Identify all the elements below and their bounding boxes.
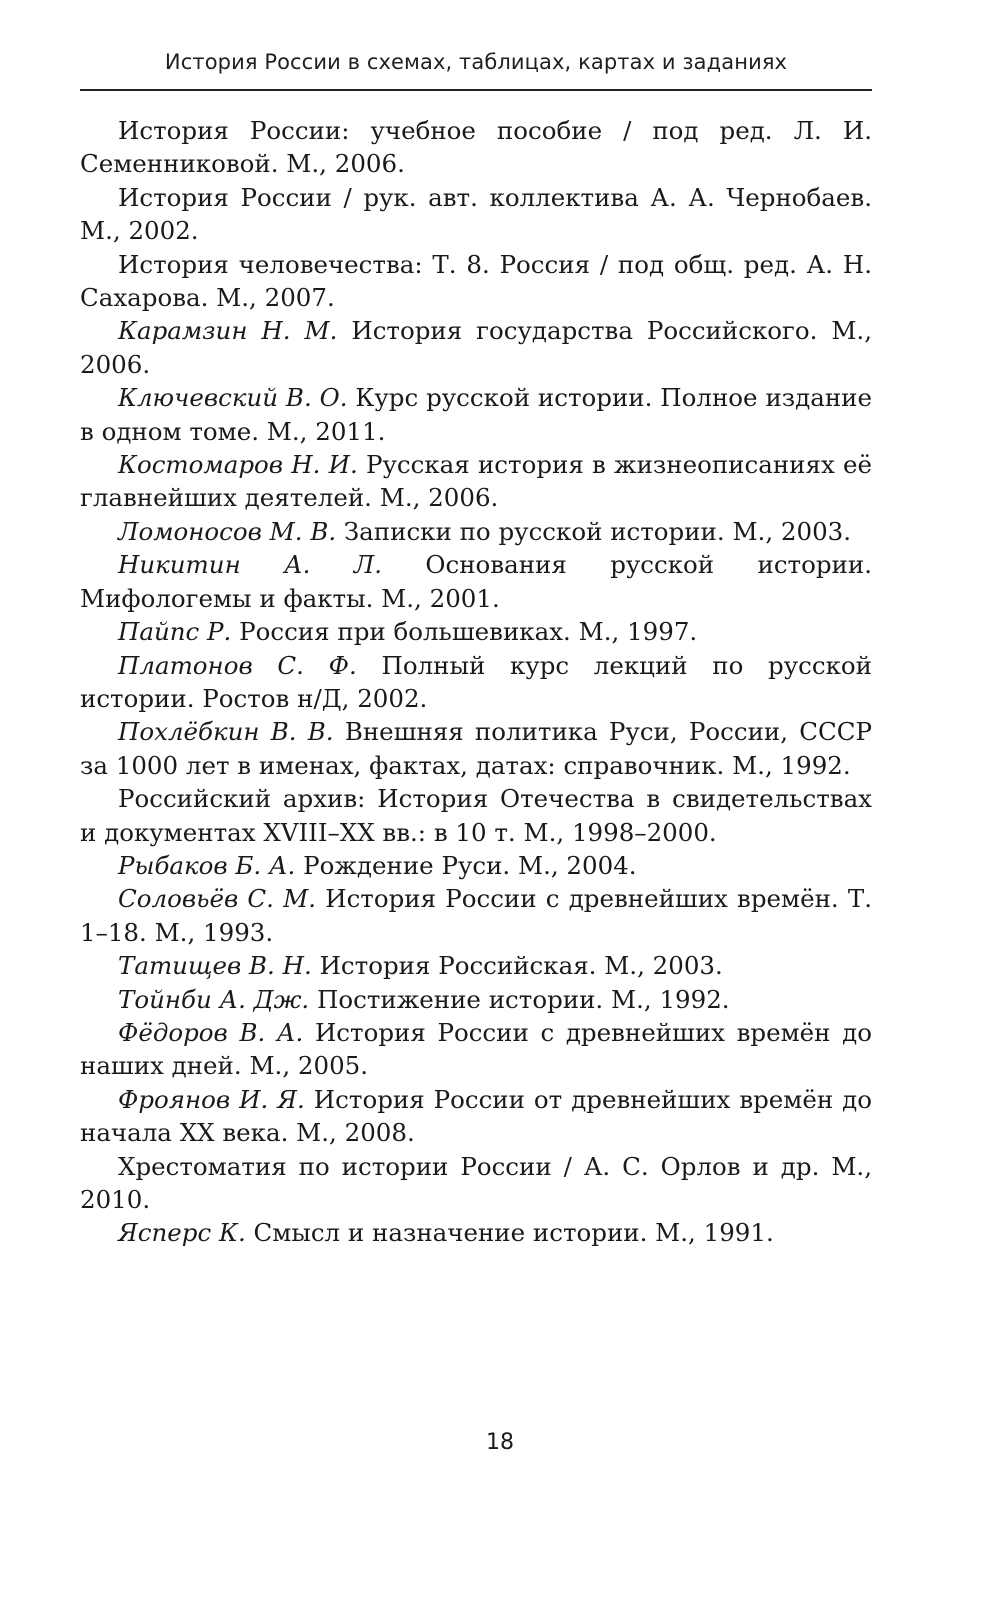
bibliography-entry-10 bbox=[80, 649, 872, 716]
bibliography-entry-16 bbox=[80, 983, 872, 1016]
entry-text: История России: учебное пособие / под ред. Л. И. Семенниковой. М., 2006. bbox=[80, 116, 872, 179]
bibliography-entry-9 bbox=[80, 615, 872, 648]
entry-text: Смысл и назначение истории. М., 1991. bbox=[253, 1218, 774, 1248]
entry-author: Карамзин Н. М. bbox=[118, 316, 338, 346]
entry-text: Русская история в жизнеописаниях её главнейших деятелей. М., 2006. bbox=[80, 450, 872, 513]
bibliography-entry-13 bbox=[80, 849, 872, 882]
entry-text: История человечества: Т. 8. Россия / под общ. ред. А. Н. Сахарова. М., 2007. bbox=[80, 249, 872, 313]
entry-author: Ясперс К. bbox=[118, 1218, 246, 1248]
entry-author: Соловьёв С. М. bbox=[118, 884, 316, 914]
bibliography-entry-2 bbox=[80, 181, 872, 248]
entry-text: История России с древнейших времён до наших дней. М., 2005. bbox=[80, 1017, 872, 1081]
bibliography-entry-19 bbox=[80, 1150, 872, 1217]
entry-text: Полный курс лекций по русской истории. Ростов н/Д, 2002. bbox=[80, 650, 872, 713]
entry-text: Рождение Руси. М., 2004. bbox=[303, 850, 637, 880]
bibliography-entry-15 bbox=[80, 949, 872, 982]
entry-author: Тойнби А. Дж. bbox=[118, 984, 310, 1014]
entry-text: Записки по русской истории. М., 2003. bbox=[343, 516, 852, 546]
bibliography-list bbox=[80, 114, 872, 1250]
entry-text: История Российская. М., 2003. bbox=[319, 951, 723, 981]
entry-author: Костомаров Н. И. bbox=[118, 450, 358, 480]
entry-author: Пайпс Р. bbox=[118, 617, 232, 647]
bibliography-entry-7 bbox=[80, 515, 872, 548]
entry-text: История России / рук. авт. коллектива А. А. Чернобаев. М., 2002. bbox=[80, 182, 872, 246]
bibliography-entry-20 bbox=[80, 1216, 872, 1249]
bibliography-entry-5 bbox=[80, 381, 872, 448]
entry-text: Россия при большевиках. М., 1997. bbox=[239, 617, 698, 647]
entry-text: История России от древнейших времён до начала XX века. М., 2008. bbox=[80, 1084, 872, 1148]
bibliography-entry-4 bbox=[80, 314, 872, 381]
entry-text: Хрестоматия по истории России / А. С. Орлов и др. М., 2010. bbox=[80, 1151, 872, 1214]
bibliography-entry-6 bbox=[80, 448, 872, 515]
entry-text: Постижение истории. М., 1992. bbox=[317, 984, 730, 1014]
bibliography-entry-18 bbox=[80, 1083, 872, 1150]
bibliography-entry-1 bbox=[80, 114, 872, 181]
running-head: История России в схемах, таблицах, картах и заданиях bbox=[164, 50, 788, 74]
entry-author: Платонов С. Ф. bbox=[118, 650, 357, 680]
entry-author: Никитин А. Л. bbox=[118, 550, 383, 580]
entry-author: Татищев В. Н. bbox=[118, 951, 312, 981]
entry-author: Фёдоров В. А. bbox=[118, 1017, 304, 1047]
bibliography-entry-14 bbox=[80, 882, 872, 949]
entry-author: Ломоносов М. В. bbox=[118, 516, 337, 546]
entry-author: Ключевский В. О. bbox=[118, 383, 348, 413]
page-number: 18 bbox=[486, 1430, 514, 1455]
entry-text: История государства Российского. М., 2006. bbox=[80, 316, 872, 379]
bibliography-entry-8 bbox=[80, 548, 872, 615]
bibliography-entry-17 bbox=[80, 1016, 872, 1083]
entry-author: Фроянов И. Я. bbox=[118, 1084, 305, 1114]
header-rule bbox=[80, 89, 872, 91]
entry-author: Рыбаков Б. А. bbox=[118, 850, 296, 880]
entry-text: Курс русской истории. Полное издание в одном томе. М., 2011. bbox=[80, 383, 872, 446]
bibliography-entry-11 bbox=[80, 715, 872, 782]
entry-text: Основания русской истории. Мифологемы и факты. М., 2001. bbox=[80, 550, 872, 613]
entry-text: История России с древнейших времён. Т. 1–18. М., 1993. bbox=[80, 884, 873, 947]
entry-text: Внешняя политика Руси, России, СССР за 1000 лет в именах, фактах, датах: справочник. М., 1992. bbox=[80, 717, 872, 780]
entry-author: Похлёбкин В. В. bbox=[118, 717, 334, 747]
bibliography-entry-12 bbox=[80, 782, 872, 849]
entry-text: Российский архив: История Отечества в свидетельствах и документах XVIII–XX вв.: в 10 т. М., 1998–2000. bbox=[80, 784, 872, 847]
bibliography-entry-3 bbox=[80, 248, 872, 315]
